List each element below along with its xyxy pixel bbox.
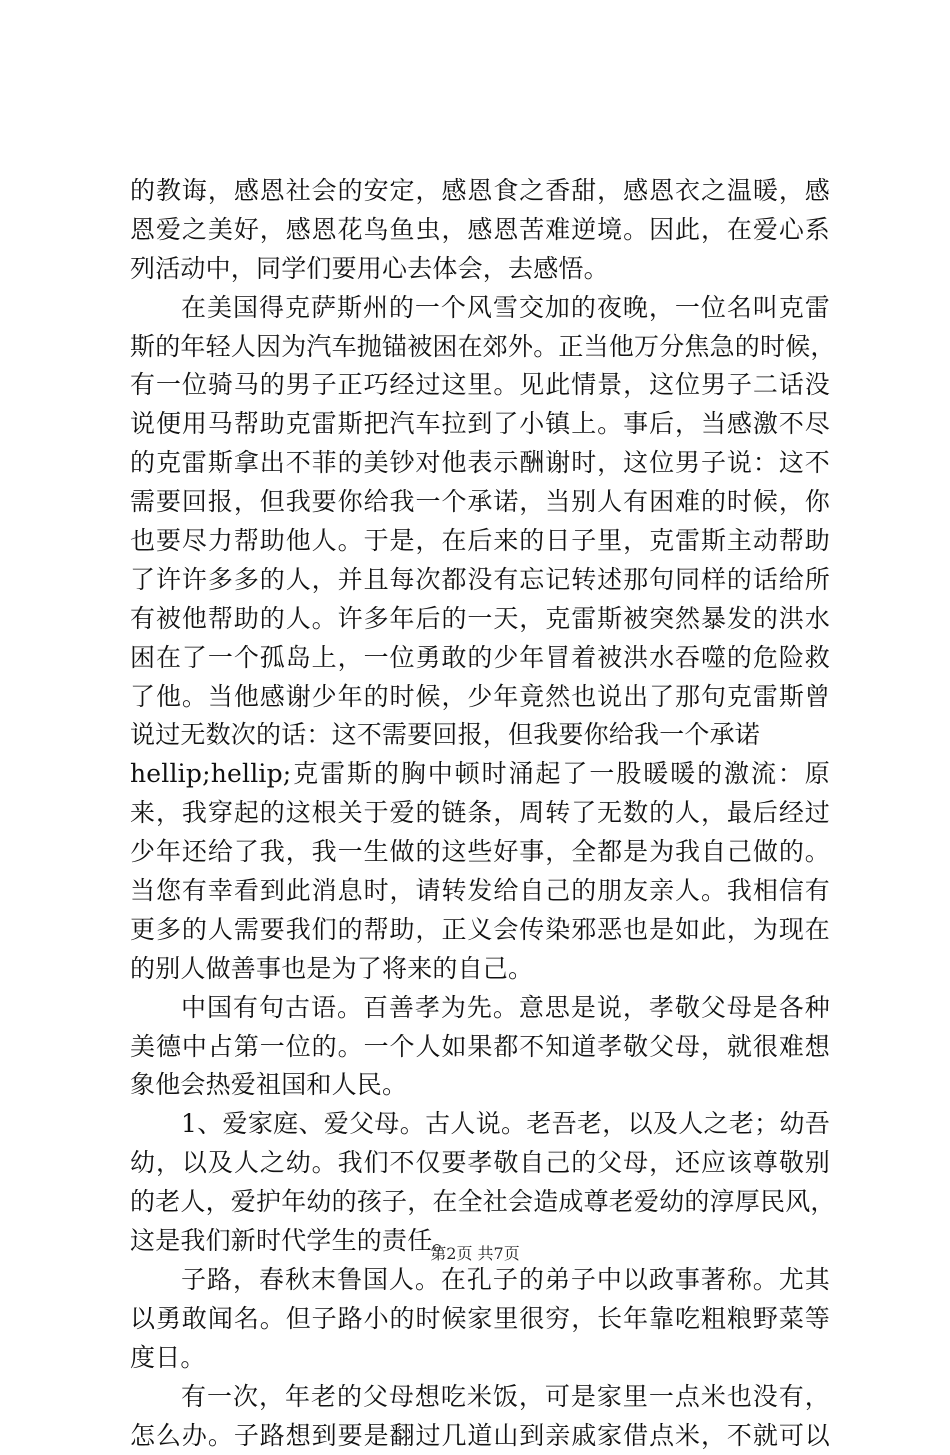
text-line: 当您有幸看到此消息时，请转发给自己的朋友亲人。我相信有	[130, 872, 830, 911]
text-line: 有被他帮助的人。许多年后的一天，克雷斯被突然暴发的洪水	[130, 600, 830, 639]
text-line: 有一次，年老的父母想吃米饭，可是家里一点米也没有，	[130, 1378, 830, 1417]
text-line: 幼，以及人之幼。我们不仅要孝敬自己的父母，还应该尊敬别	[130, 1144, 830, 1183]
text-line: 以勇敢闻名。但子路小的时候家里很穷，长年靠吃粗粮野菜等	[130, 1300, 830, 1339]
text-line: 来，我穿起的这根关于爱的链条，周转了无数的人，最后经过	[130, 794, 830, 833]
text-line: 在美国得克萨斯州的一个风雪交加的夜晚，一位名叫克雷	[130, 289, 830, 328]
text-line: 的克雷斯拿出不菲的美钞对他表示酬谢时，这位男子说：这不	[130, 444, 830, 483]
text-line: 了他。当他感谢少年的时候，少年竟然也说出了那句克雷斯曾	[130, 678, 830, 717]
text-line: 美德中占第一位的。一个人如果都不知道孝敬父母，就很难想	[130, 1028, 830, 1067]
text-line: 的老人，爱护年幼的孩子，在全社会造成尊老爱幼的淳厚民风，	[130, 1183, 830, 1222]
text-line: 了许许多多的人，并且每次都没有忘记转述那句同样的话给所	[130, 561, 830, 600]
text-line: 象他会热爱祖国和人民。	[130, 1066, 830, 1105]
text-line: 有一位骑马的男子正巧经过这里。见此情景，这位男子二话没	[130, 366, 830, 405]
text-line: 的别人做善事也是为了将来的自己。	[130, 950, 830, 989]
text-line: 怎么办。子路想到要是翻过几道山到亲戚家借点米，不就可以	[130, 1417, 830, 1455]
text-line: 1、爱家庭、爱父母。古人说。老吾老，以及人之老；幼吾	[130, 1105, 830, 1144]
text-line: 少年还给了我，我一生做的这些好事，全都是为我自己做的。	[130, 833, 830, 872]
text-line: hellip;hellip;克雷斯的胸中顿时涌起了一股暖暖的激流：原	[130, 755, 830, 794]
text-line: 说便用马帮助克雷斯把汽车拉到了小镇上。事后，当感激不尽	[130, 405, 830, 444]
text-line: 说过无数次的话：这不需要回报，但我要你给我一个承诺	[130, 716, 830, 755]
text-line: 恩爱之美好，感恩花鸟鱼虫，感恩苦难逆境。因此，在爱心系	[130, 211, 830, 250]
text-line: 这是我们新时代学生的责任。	[130, 1222, 830, 1261]
text-line: 的教诲，感恩社会的安定，感恩食之香甜，感恩衣之温暖，感	[130, 172, 830, 211]
text-line: 更多的人需要我们的帮助，正义会传染邪恶也是如此，为现在	[130, 911, 830, 950]
page-footer: 第2页 共7页	[0, 1244, 950, 1264]
text-line: 需要回报，但我要你给我一个承诺，当别人有困难的时候，你	[130, 483, 830, 522]
text-line: 中国有句古语。百善孝为先。意思是说，孝敬父母是各种	[130, 989, 830, 1028]
text-line: 列活动中，同学们要用心去体会，去感悟。	[130, 250, 830, 289]
text-line: 子路，春秋末鲁国人。在孔子的弟子中以政事著称。尤其	[130, 1261, 830, 1300]
text-line: 也要尽力帮助他人。于是，在后来的日子里，克雷斯主动帮助	[130, 522, 830, 561]
text-line: 斯的年轻人因为汽车抛锚被困在郊外。正当他万分焦急的时候，	[130, 328, 830, 367]
text-line: 度日。	[130, 1339, 830, 1378]
text-line: 困在了一个孤岛上，一位勇敢的少年冒着被洪水吞噬的危险救	[130, 639, 830, 678]
